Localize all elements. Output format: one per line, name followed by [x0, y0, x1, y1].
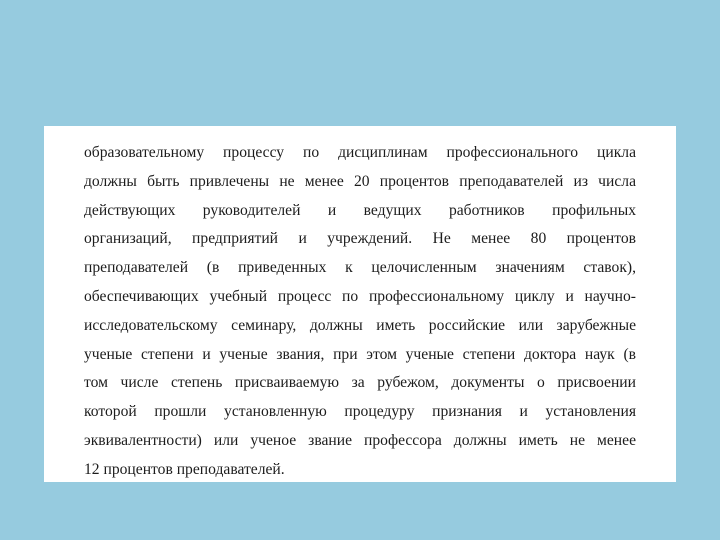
text-line: ученые степени и ученые звания, при этом ученые степени доктора наук (в: [84, 345, 636, 363]
text-line: образовательному процессу по дисциплинам профессионального цикла: [84, 144, 636, 161]
text-line: том числе степень присваиваемую за рубежом, документы о присвоении: [84, 374, 636, 392]
text-line: преподавателей (в приведенных к целочисленным значениям ставок),: [84, 259, 636, 277]
document-page: [44, 126, 676, 482]
text-line: должны быть привлечены не менее 20 процентов преподавателей из числа: [84, 172, 636, 190]
text-line: исследовательскому семинару, должны иметь российские или зарубежные: [84, 316, 636, 334]
document-text: [84, 139, 636, 485]
text-line: обеспечивающих учебный процесс по профессиональному циклу и научно-: [84, 287, 636, 305]
text-line: которой прошли установленную процедуру признания и установления: [84, 403, 636, 421]
text-line: организаций, предприятий и учреждений. Не менее 80 процентов: [84, 230, 636, 248]
text-line: действующих руководителей и ведущих работников профильных: [84, 201, 636, 219]
text-line-last: 12 процентов преподавателей.: [84, 460, 285, 478]
text-line: эквивалентности) или ученое звание профессора должны иметь не менее: [84, 431, 636, 449]
